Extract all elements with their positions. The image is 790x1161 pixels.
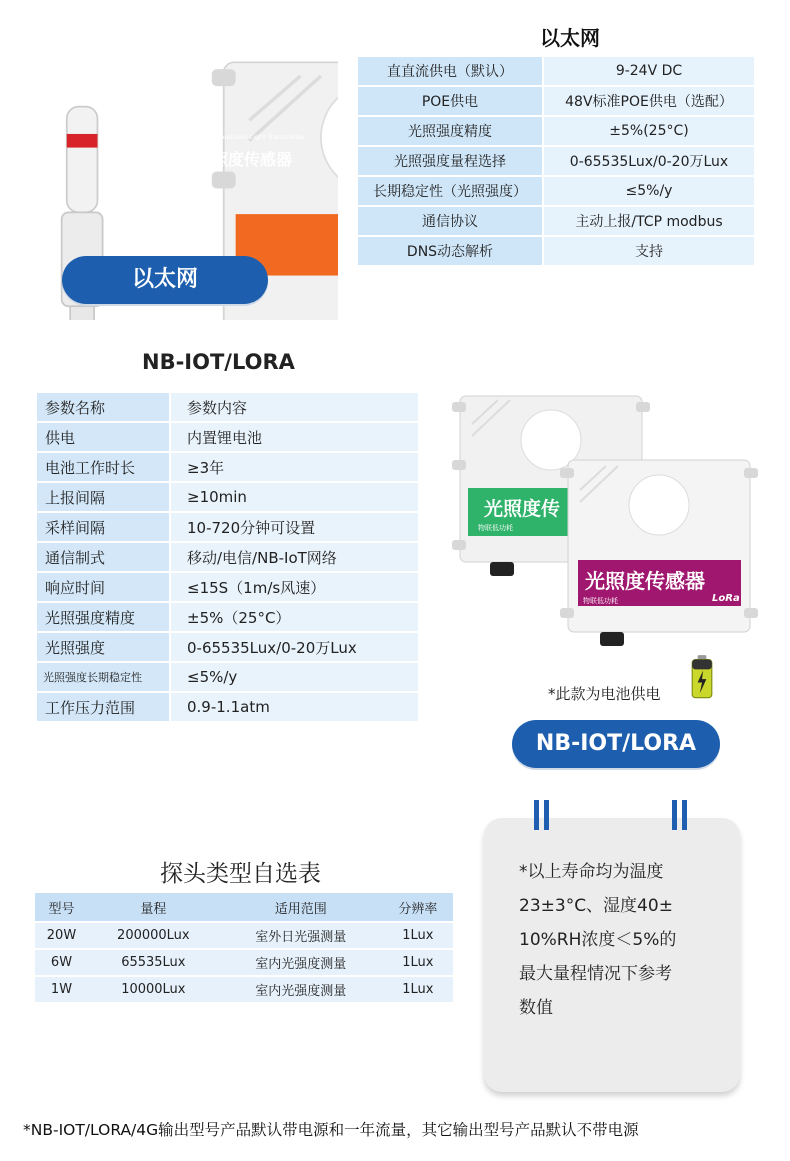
spec-key: 工作压力范围 xyxy=(37,693,171,723)
probe-column-header: 分辨率 xyxy=(383,893,453,923)
spec-key: 光照强度量程选择 xyxy=(358,147,544,177)
spec-value: ±5%（25°C） xyxy=(171,603,418,633)
spec-row xyxy=(37,663,418,693)
card-clip xyxy=(544,800,549,830)
probe-cell: 室内光强度测量 xyxy=(219,950,383,977)
spec-value: 移动/电信/NB-IoT网络 xyxy=(171,543,418,573)
nbiot-front-device-sub: 物联低功耗 xyxy=(583,597,618,605)
spec-key: 上报间隔 xyxy=(37,483,171,513)
nbiot-front-device-tag: LoRa xyxy=(712,593,740,604)
card-clip xyxy=(682,800,687,830)
ethernet-device-small-label: 网络型 xyxy=(166,134,187,142)
probe-cell: 1W xyxy=(35,977,88,1004)
card-clip xyxy=(672,800,677,830)
spec-row xyxy=(37,603,418,633)
ethernet-badge: 以太网 xyxy=(62,256,268,304)
spec-value: ≥3年 xyxy=(171,453,418,483)
spec-value: ≤15S（1m/s风速） xyxy=(171,573,418,603)
probe-cell: 20W xyxy=(35,923,88,950)
note-text xyxy=(519,855,719,1025)
probe-cell: 65535Lux xyxy=(88,950,219,977)
spec-key: 光照强度长期稳定性 xyxy=(37,663,171,693)
spec-key: 通信制式 xyxy=(37,543,171,573)
note-line: 10%RH浓度＜5%的 xyxy=(519,930,677,950)
nbiot-spec-table xyxy=(37,393,418,723)
spec-value: 48V标准POE供电（选配） xyxy=(544,87,754,117)
spec-key: 光照强度 xyxy=(37,633,171,663)
spec-row xyxy=(37,393,418,423)
note-line: 23±3°C、湿度40± xyxy=(519,896,673,916)
ethernet-device-en-label: Ambient Light Transmitter xyxy=(220,133,305,141)
spec-row xyxy=(37,423,418,453)
probe-cell: 10000Lux xyxy=(88,977,219,1004)
spec-value: 内置锂电池 xyxy=(171,423,418,453)
spec-value: 支持 xyxy=(544,237,754,267)
spec-row xyxy=(37,633,418,663)
note-line: *以上寿命均为温度 xyxy=(519,862,664,882)
spec-key: 光照强度精度 xyxy=(358,117,544,147)
spec-key: 长期稳定性（光照强度） xyxy=(358,177,544,207)
spec-row xyxy=(37,483,418,513)
spec-row xyxy=(37,543,418,573)
table-row xyxy=(35,977,453,1004)
ethernet-title: 以太网 xyxy=(540,26,600,50)
spec-value: ±5%(25°C) xyxy=(544,117,754,147)
probe-cell: 1Lux xyxy=(383,950,453,977)
note-line: 数值 xyxy=(519,998,553,1018)
spec-row xyxy=(358,57,754,87)
spec-row xyxy=(37,513,418,543)
nbiot-front-device-label: 光照度传感器 xyxy=(585,569,705,593)
spec-value: 0.9-1.1atm xyxy=(171,693,418,723)
probe-column-header: 适用范围 xyxy=(219,893,383,923)
battery-icon xyxy=(690,655,714,699)
spec-key: 通信协议 xyxy=(358,207,544,237)
spec-value: ≤5%/y xyxy=(171,663,418,693)
spec-row xyxy=(37,573,418,603)
spec-row xyxy=(358,237,754,267)
spec-value: 主动上报/TCP modbus xyxy=(544,207,754,237)
footer-note: *NB-IOT/LORA/4G输出型号产品默认带电源和一年流量，其它输出型号产品默认不带电源 xyxy=(23,1121,639,1139)
spec-key: 直直流供电（默认） xyxy=(358,57,544,87)
ethernet-spec-table xyxy=(358,57,754,267)
nbiot-badge: NB-IOT/LORA xyxy=(512,720,720,768)
spec-row xyxy=(37,693,418,723)
spec-key: 光照强度精度 xyxy=(37,603,171,633)
spec-key: 供电 xyxy=(37,423,171,453)
probe-cell: 1Lux xyxy=(383,923,453,950)
battery-note: *此款为电池供电 xyxy=(548,685,661,703)
nbiot-title: NB-IOT/LORA xyxy=(142,350,295,374)
spec-row xyxy=(358,87,754,117)
probe-column-header: 型号 xyxy=(35,893,88,923)
probe-cell: 200000Lux xyxy=(88,923,219,950)
table-row xyxy=(35,923,453,950)
table-row xyxy=(35,950,453,977)
spec-key: DNS动态解析 xyxy=(358,237,544,267)
card-clip xyxy=(534,800,539,830)
spec-key: 响应时间 xyxy=(37,573,171,603)
spec-row xyxy=(358,117,754,147)
ethernet-device-main-label: 光照度传感器 xyxy=(196,150,293,169)
probe-cell: 室内光强度测量 xyxy=(219,977,383,1004)
spec-value: 10-720分钟可设置 xyxy=(171,513,418,543)
note-line: 最大量程情况下参考 xyxy=(519,964,672,984)
probe-cell: 1Lux xyxy=(383,977,453,1004)
spec-row xyxy=(358,147,754,177)
spec-row xyxy=(358,177,754,207)
probe-type-table xyxy=(35,893,453,1004)
spec-value: 参数内容 xyxy=(171,393,418,423)
probe-title: 探头类型自选表 xyxy=(160,861,321,887)
spec-value: 0-65535Lux/0-20万Lux xyxy=(171,633,418,663)
probe-column-header: 量程 xyxy=(88,893,219,923)
spec-key: 电池工作时长 xyxy=(37,453,171,483)
probe-cell: 6W xyxy=(35,950,88,977)
spec-key: 参数名称 xyxy=(37,393,171,423)
spec-value: 9-24V DC xyxy=(544,57,754,87)
nbiot-back-device-label: 光照度传 xyxy=(484,498,561,520)
spec-value: ≤5%/y xyxy=(544,177,754,207)
spec-key: POE供电 xyxy=(358,87,544,117)
spec-value: 0-65535Lux/0-20万Lux xyxy=(544,147,754,177)
spec-row xyxy=(37,453,418,483)
probe-cell: 室外日光强测量 xyxy=(219,923,383,950)
nbiot-back-device-sub: 物联低功耗 xyxy=(478,524,513,532)
spec-row xyxy=(358,207,754,237)
spec-value: ≥10min xyxy=(171,483,418,513)
spec-key: 采样间隔 xyxy=(37,513,171,543)
